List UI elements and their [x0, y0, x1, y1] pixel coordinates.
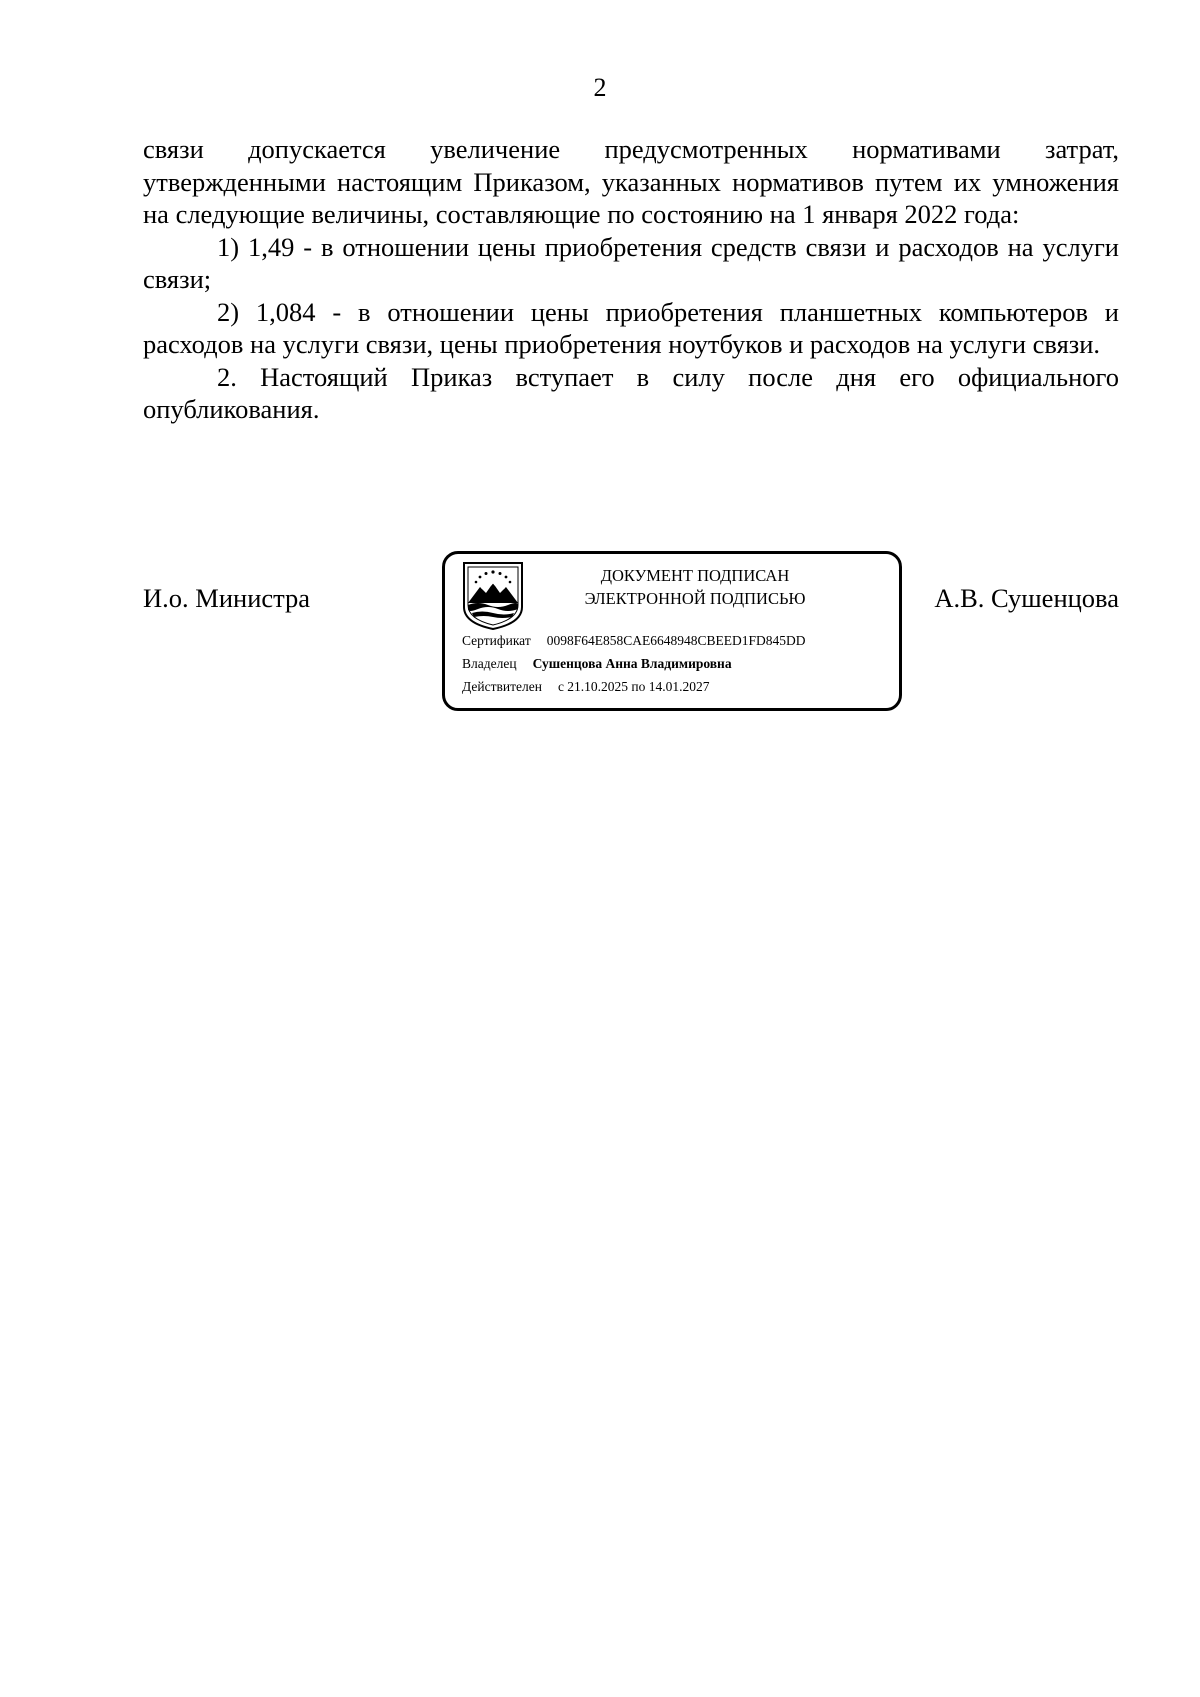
- validity-value: с 21.10.2025 по 14.01.2027: [557, 679, 710, 694]
- electronic-signature-stamp: [442, 551, 902, 711]
- certificate-value: 0098F64E858CAE6648948CBEED1FD845DD: [546, 633, 806, 648]
- coat-of-arms-icon: [462, 561, 524, 631]
- stamp-validity-row: [462, 678, 710, 696]
- owner-value: Сушенцова Анна Владимировна: [532, 656, 732, 671]
- stamp-owner-row: [462, 655, 732, 673]
- validity-label: Действителен: [462, 679, 542, 694]
- owner-label: Владелец: [462, 656, 517, 671]
- paragraph-item-2: 2) 1,084 - в отношении цены приобретения планшетных компьютеров и расходов на услуги связи, цены приобретения ноутбуков и расходов на услуги связи.: [143, 296, 1119, 359]
- stamp-certificate-row: [462, 632, 806, 650]
- paragraph-item-1: 1) 1,49 - в отношении цены приобретения средств связи и расходов на услуги связи;: [143, 231, 1119, 294]
- stamp-heading-line-1: ДОКУМЕНТ ПОДПИСАН: [600, 566, 790, 585]
- stamp-heading-line-2: ЭЛЕКТРОННОЙ ПОДПИСЬЮ: [584, 589, 806, 608]
- document-body: [143, 133, 1119, 426]
- certificate-label: Сертификат: [462, 633, 531, 648]
- page-number: 2: [593, 73, 607, 102]
- paragraph-clause-2: 2. Настоящий Приказ вступает в силу после дня его официального опубликования.: [143, 361, 1119, 424]
- signer-name: А.В. Сушенцова: [934, 583, 1119, 613]
- stamp-heading: [545, 564, 845, 610]
- signer-title: И.о. Министра: [143, 583, 311, 613]
- paragraph-continuation: связи допускается увеличение предусмотренных нормативами затрат, утвержденными настоящим Приказом, указанных нормативов путем их умножения на следующие величины, составляющие по состоянию на 1 января 2022 года:: [143, 134, 1119, 229]
